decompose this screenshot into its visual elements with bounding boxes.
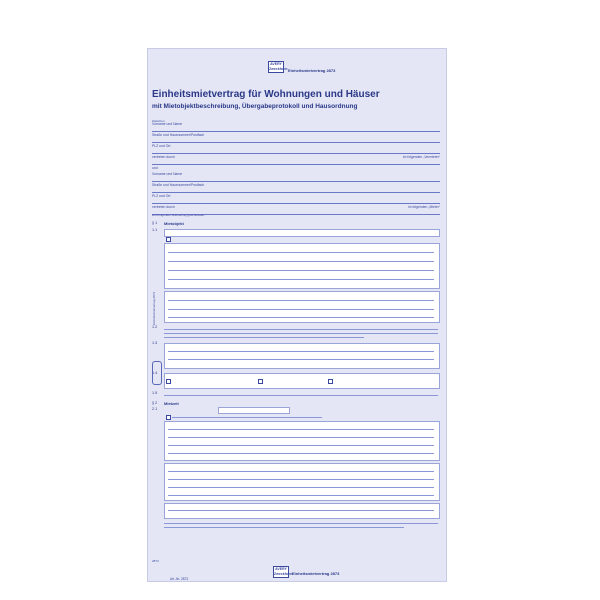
house-property-box[interactable] bbox=[164, 291, 440, 323]
section-1-3-number: 1.3 bbox=[152, 341, 158, 345]
section-1-2-number: 1.2 bbox=[152, 325, 158, 329]
tenant-represented-field[interactable]: vertreten durch im folgenden „Mieter“ bbox=[152, 204, 440, 215]
section-1-first-line[interactable] bbox=[164, 229, 440, 237]
section-1-1-number: 1.1 bbox=[152, 228, 158, 232]
fixed-term-line-4 bbox=[168, 453, 434, 454]
apartment-line-1 bbox=[168, 252, 434, 253]
landlord-city-field[interactable]: PLZ und Ort bbox=[152, 143, 440, 154]
section-2-heading: Mietzeit bbox=[164, 401, 179, 406]
keys-line-1 bbox=[168, 351, 434, 352]
section-1-5-number: 1.5 bbox=[152, 391, 158, 395]
additional-line bbox=[168, 510, 434, 511]
document-subtitle: mit Mietobjektbeschreibung, Übergabeprotokoll und Hausordnung bbox=[152, 103, 358, 110]
shared-use-box[interactable] bbox=[164, 373, 440, 389]
tenant-street-field[interactable]: Straße und Hausnummer/Postfach bbox=[152, 182, 440, 193]
contract-sheet bbox=[147, 48, 447, 582]
tenant-name-field[interactable]: Vorname und Name bbox=[152, 171, 440, 182]
additional-agreement-box[interactable] bbox=[164, 503, 440, 519]
tenant-fields bbox=[152, 171, 440, 215]
house-line-3 bbox=[168, 317, 434, 318]
and-label: und bbox=[152, 166, 158, 170]
apartment-line-3 bbox=[168, 270, 434, 271]
termination-line-1 bbox=[168, 471, 434, 472]
checkbox-drying-room[interactable] bbox=[328, 379, 333, 384]
checkbox-washroom[interactable] bbox=[258, 379, 263, 384]
notice-text-1 bbox=[164, 523, 438, 524]
footer-article-number: Art.-Nr. 2873 bbox=[170, 577, 189, 581]
section-2-number: § 2 bbox=[152, 401, 158, 405]
house-line-2 bbox=[168, 309, 434, 310]
section-1-2-text-3 bbox=[164, 337, 364, 338]
checkbox-garden[interactable] bbox=[166, 379, 171, 384]
keys-box[interactable] bbox=[164, 343, 440, 369]
fixed-term-line-2 bbox=[168, 437, 434, 438]
margin-note: Einheitsmietvertrag 2873 bbox=[152, 291, 156, 325]
footer-avery-logo: AVERY Zweckform bbox=[274, 567, 293, 576]
avery-logo: AVERY Zweckform bbox=[269, 62, 288, 71]
landlord-fields bbox=[152, 121, 440, 165]
checkbox-unlimited-term[interactable] bbox=[166, 415, 171, 420]
checkbox-in-building[interactable] bbox=[166, 237, 171, 242]
footer-code: 2873 bbox=[152, 559, 159, 563]
section-1-number: § 1 bbox=[152, 221, 158, 225]
landlord-name-field[interactable]: Vorname und Name bbox=[152, 121, 440, 132]
header-product-name: Einheitsmietvertrag 2873 bbox=[288, 68, 336, 73]
landlord-street-field[interactable]: Straße und Hausnummer/Postfach bbox=[152, 132, 440, 143]
contract-closing-note: wird folgender Mietvertrag geschlossen: bbox=[152, 213, 206, 217]
notice-text-2 bbox=[164, 527, 404, 528]
landlord-represented-field[interactable]: vertreten durch im folgenden „Vermieter“ bbox=[152, 154, 440, 165]
between-label: Zwischen bbox=[152, 119, 165, 123]
section-1-2-text-2 bbox=[164, 333, 438, 334]
section-1-heading: Mietobjekt bbox=[164, 221, 184, 226]
seal-icon bbox=[152, 361, 162, 385]
termination-line-3 bbox=[168, 487, 434, 488]
termination-line-4 bbox=[168, 495, 434, 496]
footer-product-name: Einheitsmietvertrag 2873 bbox=[292, 571, 340, 576]
fixed-term-line-1 bbox=[168, 429, 434, 430]
fixed-term-box[interactable] bbox=[164, 421, 440, 461]
apartment-line-2 bbox=[168, 261, 434, 262]
unlimited-term-text bbox=[172, 417, 322, 418]
lease-start-field[interactable] bbox=[218, 407, 290, 414]
house-line-1 bbox=[168, 300, 434, 301]
keys-line-2 bbox=[168, 359, 434, 360]
section-1-5-text bbox=[164, 395, 438, 396]
section-1-4-number: 1.4 bbox=[152, 371, 158, 375]
section-1-2-text-1 bbox=[164, 329, 438, 330]
termination-line-2 bbox=[168, 479, 434, 480]
apartment-line-4 bbox=[168, 279, 434, 280]
apartment-description-box[interactable] bbox=[164, 243, 440, 289]
tenant-city-field[interactable]: PLZ und Ort bbox=[152, 193, 440, 204]
document-title: Einheitsmietvertrag für Wohnungen und Häuser bbox=[152, 89, 380, 100]
fixed-term-line-3 bbox=[168, 445, 434, 446]
section-2-1-number: 2.1 bbox=[152, 407, 158, 411]
